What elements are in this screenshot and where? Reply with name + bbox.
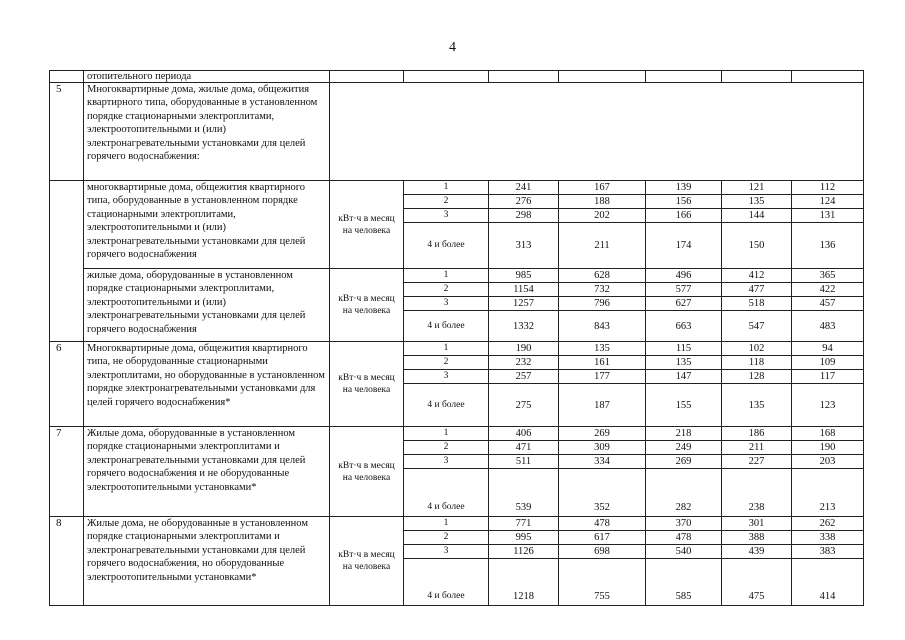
value-cell: 187 [559, 384, 646, 427]
value-cell: 1257 [489, 297, 559, 311]
value-cell: 383 [792, 545, 864, 559]
value-cell: 478 [646, 531, 722, 545]
value-cell: 1218 [489, 559, 559, 606]
value-cell: 94 [792, 342, 864, 356]
value-cell: 167 [559, 181, 646, 195]
unit-cell: кВт·ч в месяц на человека [330, 517, 404, 606]
value-cell: 102 [722, 342, 792, 356]
unit-cell [330, 71, 404, 83]
value-cell: 139 [646, 181, 722, 195]
resident-count: 3 [404, 455, 489, 469]
value-cell: 370 [646, 517, 722, 531]
value-cell: 131 [792, 209, 864, 223]
table-row [50, 181, 864, 195]
resident-count: 3 [404, 297, 489, 311]
value-cell: 732 [559, 283, 646, 297]
resident-count: 3 [404, 209, 489, 223]
value-cell: 627 [646, 297, 722, 311]
value-cell: 174 [646, 223, 722, 269]
resident-count: 1 [404, 342, 489, 356]
value-cell: 112 [792, 181, 864, 195]
value-cell: 439 [722, 545, 792, 559]
page-number: 4 [449, 40, 456, 55]
resident-count: 4 и более [404, 223, 489, 269]
value-cell: 211 [559, 223, 646, 269]
value-cell: 166 [646, 209, 722, 223]
value-cell: 262 [792, 517, 864, 531]
value-cell: 406 [489, 427, 559, 441]
description-cell: отопительного периода [84, 71, 330, 83]
section-index: 7 [50, 427, 84, 517]
value-cell: 109 [792, 356, 864, 370]
description-cell: Жилые дома, не оборудованные в установленном порядке стационарными электроплитами и электронагревательными установками для целей горячего водоснабжения, но оборудованные электроотопительными установками* [84, 517, 330, 606]
resident-count: 2 [404, 283, 489, 297]
value-cell: 168 [792, 427, 864, 441]
value-cell: 190 [489, 342, 559, 356]
resident-count: 3 [404, 545, 489, 559]
value-cell: 188 [559, 195, 646, 209]
value-cell: 124 [792, 195, 864, 209]
resident-count: 1 [404, 427, 489, 441]
table-row [50, 83, 864, 181]
description-cell: жилые дома, оборудованные в установленном порядке стационарными электроплитами, электроотопительными и (или) электронагревательными установками для целей горячего водоснабжения [84, 269, 330, 342]
table-row [50, 269, 864, 283]
value-cell: 843 [559, 311, 646, 342]
value-cell: 617 [559, 531, 646, 545]
value-cell: 241 [489, 181, 559, 195]
value-cell: 313 [489, 223, 559, 269]
value-cell [489, 71, 559, 83]
resident-count: 1 [404, 517, 489, 531]
value-cell: 478 [559, 517, 646, 531]
section-index: 5 [50, 83, 84, 181]
value-cell [722, 71, 792, 83]
value-cell: 117 [792, 370, 864, 384]
resident-count: 4 и более [404, 559, 489, 606]
value-cell: 156 [646, 195, 722, 209]
value-cell: 422 [792, 283, 864, 297]
value-cell: 115 [646, 342, 722, 356]
table-row [50, 71, 864, 83]
value-cell: 796 [559, 297, 646, 311]
index-cell [50, 181, 84, 342]
index-cell [50, 71, 84, 83]
resident-count: 3 [404, 370, 489, 384]
value-cell: 698 [559, 545, 646, 559]
value-cell: 539 [489, 469, 559, 517]
value-cell: 577 [646, 283, 722, 297]
value-cell: 663 [646, 311, 722, 342]
value-cell [646, 71, 722, 83]
value-cell: 118 [722, 356, 792, 370]
value-cell: 995 [489, 531, 559, 545]
resident-count: 4 и более [404, 311, 489, 342]
value-cell: 135 [559, 342, 646, 356]
value-cell [792, 71, 864, 83]
value-cell: 128 [722, 370, 792, 384]
value-cell: 755 [559, 559, 646, 606]
resident-count: 1 [404, 269, 489, 283]
value-cell: 218 [646, 427, 722, 441]
value-cell: 123 [792, 384, 864, 427]
resident-count: 2 [404, 195, 489, 209]
value-cell: 203 [792, 455, 864, 469]
value-cell: 1126 [489, 545, 559, 559]
value-cell: 150 [722, 223, 792, 269]
table-row [50, 342, 864, 356]
description-cell: многоквартирные дома, общежития квартирного типа, оборудованные в установленном порядке стационарными электроплитами, электроотопительными и (или) электронагревательными установками для целей горячего водоснабжения [84, 181, 330, 269]
resident-count: 2 [404, 441, 489, 455]
value-cell: 177 [559, 370, 646, 384]
value-cell: 298 [489, 209, 559, 223]
table-row [50, 517, 864, 531]
value-cell: 547 [722, 311, 792, 342]
value-cell: 585 [646, 559, 722, 606]
value-cell: 483 [792, 311, 864, 342]
section-index: 8 [50, 517, 84, 606]
value-cell: 190 [792, 441, 864, 455]
value-cell: 309 [559, 441, 646, 455]
description-cell: Многоквартирные дома, общежития квартирного типа, не оборудованные стационарными электроплитами, но оборудованные в установленном порядке электронагревательными установками для целей горячего водоснабжения* [84, 342, 330, 427]
value-cell: 334 [559, 455, 646, 469]
resident-count: 2 [404, 356, 489, 370]
value-cell: 276 [489, 195, 559, 209]
value-cell: 249 [646, 441, 722, 455]
value-cell: 213 [792, 469, 864, 517]
value-cell: 338 [792, 531, 864, 545]
value-cell: 211 [722, 441, 792, 455]
value-cell: 147 [646, 370, 722, 384]
value-cell: 475 [722, 559, 792, 606]
value-cell [559, 71, 646, 83]
resident-count: 2 [404, 531, 489, 545]
value-cell: 496 [646, 269, 722, 283]
value-cell: 282 [646, 469, 722, 517]
norms-table [49, 70, 864, 606]
value-cell: 269 [559, 427, 646, 441]
resident-count: 1 [404, 181, 489, 195]
value-cell: 202 [559, 209, 646, 223]
value-cell: 155 [646, 384, 722, 427]
section-heading: Многоквартирные дома, жилые дома, общежития квартирного типа, оборудованные в установленном порядке стационарными электроплитами, электроотопительными и (или) электронагревательными установками для целей горячего водоснабжения: [84, 83, 330, 181]
value-cell: 161 [559, 356, 646, 370]
resident-count: 4 и более [404, 469, 489, 517]
value-cell: 412 [722, 269, 792, 283]
value-cell: 771 [489, 517, 559, 531]
value-cell: 457 [792, 297, 864, 311]
value-cell: 135 [722, 384, 792, 427]
value-cell: 365 [792, 269, 864, 283]
value-cell: 477 [722, 283, 792, 297]
value-cell: 238 [722, 469, 792, 517]
value-cell: 232 [489, 356, 559, 370]
value-cell: 511 [489, 455, 559, 469]
value-cell: 540 [646, 545, 722, 559]
table-row [50, 427, 864, 441]
description-cell: Жилые дома, оборудованные в установленном порядке стационарными электроплитами и электронагревательными установками для целей горячего водоснабжения и не оборудованные электроотопительными установками* [84, 427, 330, 517]
value-cell: 136 [792, 223, 864, 269]
value-cell: 186 [722, 427, 792, 441]
value-cell: 628 [559, 269, 646, 283]
value-cell: 985 [489, 269, 559, 283]
value-cell: 414 [792, 559, 864, 606]
value-cell: 471 [489, 441, 559, 455]
unit-cell: кВт·ч в месяц на человека [330, 269, 404, 342]
value-cell: 135 [722, 195, 792, 209]
value-cell: 352 [559, 469, 646, 517]
value-cell: 257 [489, 370, 559, 384]
unit-cell: кВт·ч в месяц на человека [330, 427, 404, 517]
value-cell: 269 [646, 455, 722, 469]
value-cell: 227 [722, 455, 792, 469]
resident-count: 4 и более [404, 384, 489, 427]
value-cell: 121 [722, 181, 792, 195]
unit-cell: кВт·ч в месяц на человека [330, 181, 404, 269]
value-cell: 135 [646, 356, 722, 370]
count-cell [404, 71, 489, 83]
value-cell: 144 [722, 209, 792, 223]
value-cell: 518 [722, 297, 792, 311]
unit-cell: кВт·ч в месяц на человека [330, 342, 404, 427]
value-cell: 275 [489, 384, 559, 427]
value-cell: 388 [722, 531, 792, 545]
value-cell: 301 [722, 517, 792, 531]
empty-cell [330, 83, 864, 181]
value-cell: 1332 [489, 311, 559, 342]
value-cell: 1154 [489, 283, 559, 297]
section-index: 6 [50, 342, 84, 427]
